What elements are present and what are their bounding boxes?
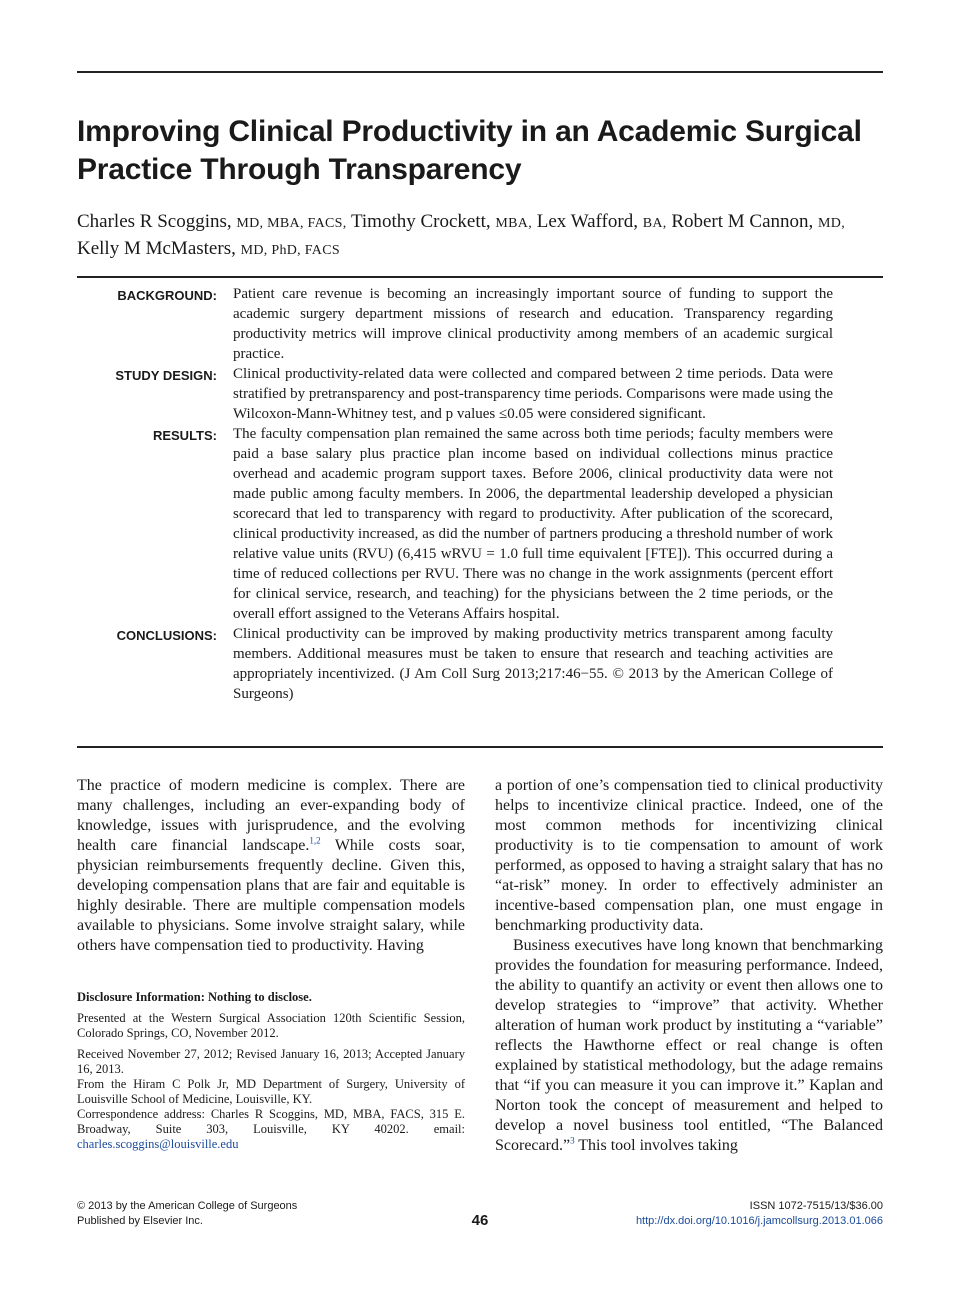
abstract-text: The faculty compensation plan remained the same across both time periods; faculty members were paid a base salary plus practice plan income based on individual collections minus practice overhead and academic program support taxes. Before 2006, clinical productivity data were not made public among faculty members. In 2006, the departmental leadership developed a physician scorecard that led to transparency with regard to productivity. After publication of the scorecard, clinical productivity increased, as did the number of partners producing a threshold number of work relative value units (RVU) (6,415 wRVU = 1.0 full time equivalent [FTE]). This occurred during a time of reduced collections per RVU. There was no change in the work assignments (percent effort for clinical service, research, and teaching) for the physicians between the 2 time periods, or the overall effort assigned to the Veterans Affairs hospital. bbox=[233, 426, 833, 622]
author-degrees: MD, PhD, FACS bbox=[240, 243, 340, 258]
body-text: This tool involves taking bbox=[574, 1137, 738, 1154]
author-name: Kelly M McMasters, bbox=[77, 238, 236, 259]
abstract-label: STUDY DESIGN: bbox=[115, 368, 217, 383]
correspondence-note bbox=[77, 1107, 465, 1152]
publisher-text: Published by Elsevier Inc. bbox=[77, 1215, 203, 1227]
author-degrees: BA, bbox=[642, 216, 667, 231]
affiliation-note: From the Hiram C Polk Jr, MD Department of Surgery, University of Louisville School of Medicine, Louisville, KY. bbox=[77, 1077, 465, 1106]
email-link[interactable]: charles.scoggins@louisville.edu bbox=[77, 1137, 239, 1151]
presentation-note: Presented at the Western Surgical Association 120th Scientific Session, Colorado Springs, CO, November 2012. bbox=[77, 1011, 465, 1040]
page-number: 46 bbox=[471, 1212, 489, 1229]
abstract-conclusions bbox=[77, 624, 883, 704]
received-note: Received November 27, 2012; Revised January 16, 2013; Accepted January 16, 2013. bbox=[77, 1047, 465, 1076]
author-name: Timothy Crockett, bbox=[350, 211, 491, 232]
body-text: Business executives have long known that benchmarking provides the foundation for measuring performance. Indeed, the ability to quantify an activity or event then allows one to develop strategies to “improve” that activity. Whether alteration of human work product by instituting a “variable” reflects the Hawthorne effect or real change is often explained by statistical methodology, but the adage remains that “if you can measure it you can improve it.” Kaplan and Norton took the concept of measurement and helped to develop a novel business tool entitled, “The Balanced Scorecard.” bbox=[495, 937, 883, 1154]
author-list bbox=[77, 209, 883, 263]
body-column-left bbox=[77, 776, 465, 956]
footer-right bbox=[636, 1199, 883, 1229]
author-name: Lex Wafford, bbox=[536, 211, 638, 232]
body-paragraph bbox=[77, 776, 465, 956]
reference-link[interactable]: 3 bbox=[570, 1135, 575, 1146]
copyright-text: © 2013 by the American College of Surgeons bbox=[77, 1200, 298, 1212]
correspondence-text: Correspondence address: Charles R Scoggins, MD, MBA, FACS, 315 E. Broadway, Suite 303, Louisville, KY 40202. email: bbox=[77, 1107, 465, 1136]
top-rule bbox=[77, 71, 883, 73]
abstract-label: CONCLUSIONS: bbox=[116, 628, 217, 643]
abstract-label: BACKGROUND: bbox=[117, 288, 217, 303]
abstract-background bbox=[77, 284, 883, 364]
doi-link[interactable]: http://dx.doi.org/10.1016/j.jamcollsurg.2013.01.066 bbox=[635, 1215, 883, 1227]
abstract-text: Clinical productivity can be improved by making productivity metrics transparent among faculty members. Additional measures must be taken to ensure that research and teaching activities are appropriately incentivized. (J Am Coll Surg 2013;217:46−55. © 2013 by the American College of Surgeons) bbox=[233, 626, 833, 702]
footer-left bbox=[77, 1199, 297, 1229]
body-paragraph bbox=[495, 936, 883, 1156]
issn-text: ISSN 1072-7515/13/$36.00 bbox=[749, 1200, 883, 1212]
reference-link[interactable]: 1,2 bbox=[309, 835, 321, 846]
abstract-text: Clinical productivity-related data were collected and compared between 2 time periods. Data were stratified by pretransparency and post-transparency time periods. Comparisons were made using the Wilcoxon-Mann-Whitney test, and p values ≤0.05 were considered significant. bbox=[233, 366, 833, 422]
author-degrees: MD, MBA, FACS, bbox=[236, 216, 347, 231]
abstract-top-rule bbox=[77, 276, 883, 278]
abstract-bottom-rule bbox=[77, 746, 883, 748]
author-degrees: MBA, bbox=[495, 216, 533, 231]
body-text: While costs soar, physician reimbursements frequently decline. Given this, developing compensation plans that are fair and equitable is highly desirable. There are multiple compensation models available to physicians. Some involve straight salary, while others have compensation tied to productivity. Having bbox=[77, 837, 465, 954]
body-column-right bbox=[495, 776, 883, 1156]
disclosure-note: Disclosure Information: Nothing to disclose. bbox=[77, 990, 312, 1004]
body-paragraph: a portion of one’s compensation tied to clinical productivity helps to incentivize clinical practice. Indeed, one of the most common methods for incentivizing clinical productivity is to tie compensation to amount of work performed, as opposed to having a straight salary that has no “at-risk” money. In order to effectively administer an incentive-based compensation plan, one must engage in benchmarking productivity data. bbox=[495, 777, 883, 934]
author-name: Robert M Cannon, bbox=[671, 211, 814, 232]
abstract-results bbox=[77, 424, 883, 624]
abstract bbox=[77, 284, 883, 704]
author-degrees: MD, bbox=[818, 216, 845, 231]
abstract-text: Patient care revenue is becoming an increasingly important source of funding to support the academic surgery department missions of research and education. Transparency regarding productivity metrics will improve clinical productivity among members of an academic surgical practice. bbox=[233, 286, 833, 362]
footnotes bbox=[77, 990, 465, 1152]
body-text: The practice of modern medicine is complex. There are many challenges, including an ever-expanding body of knowledge, issues with jurisprudence, and the evolving health care financial landscape. bbox=[77, 777, 465, 854]
abstract-study-design bbox=[77, 364, 883, 424]
article-title: Improving Clinical Productivity in an Academic Surgical Practice Through Transparency bbox=[77, 115, 862, 186]
author-name: Charles R Scoggins, bbox=[77, 211, 232, 232]
abstract-label: RESULTS: bbox=[152, 428, 217, 443]
